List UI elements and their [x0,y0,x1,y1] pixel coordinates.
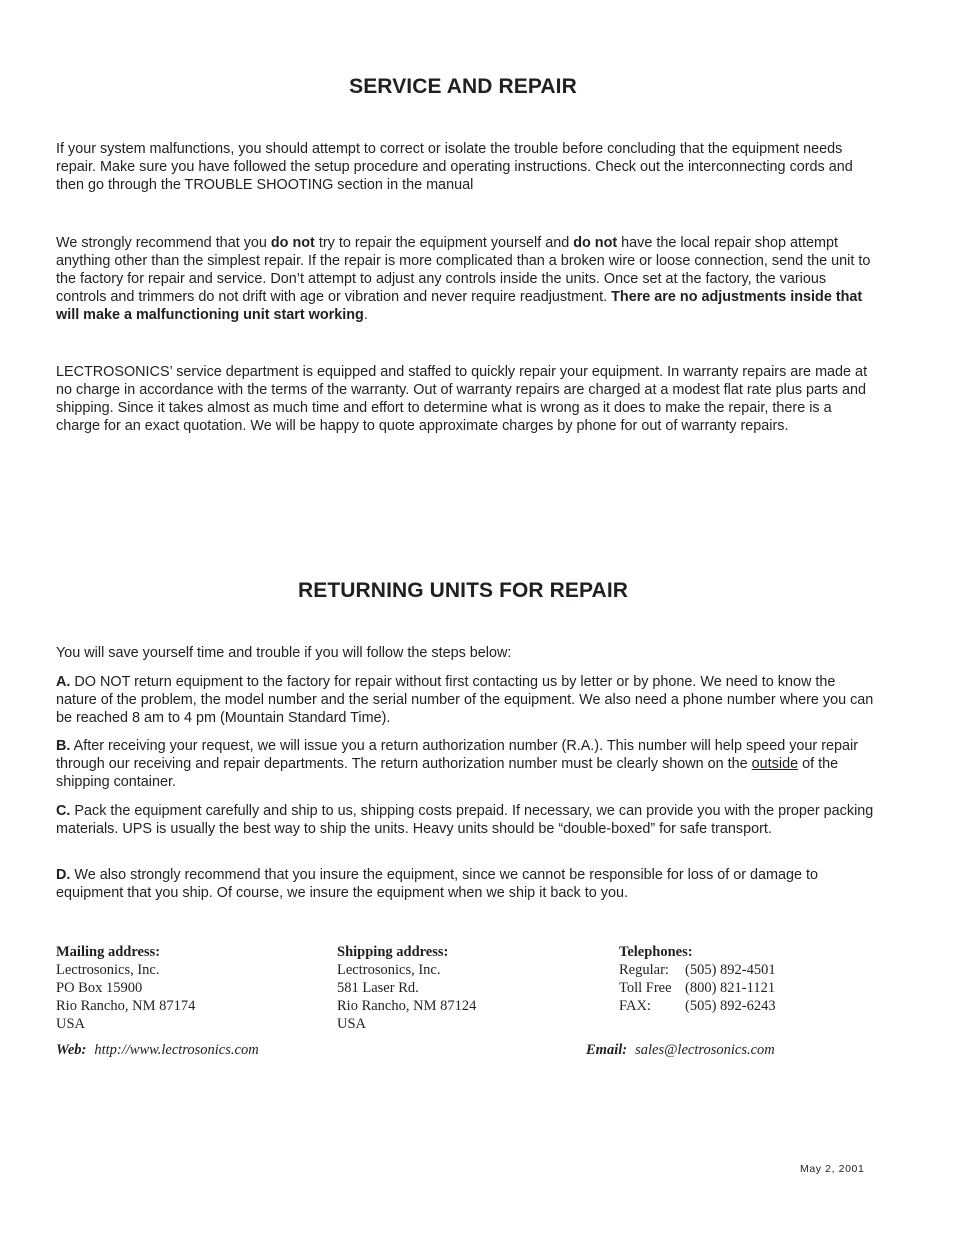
shipping-address-heading: Shipping address: [337,944,449,960]
phone-label: Toll Free [619,980,672,996]
text-run: have the local repair shop attempt anything other than the simplest repair. If the repair is more complicated than a broken wire or loose connection, send the unit to the factory for repair and service. Don’t attempt to adjust any controls inside the units. Once set at the factory, the various controls and trimmers do not drift with age or vibration and never require readjustment. [56,235,871,305]
address-line: USA [56,1016,86,1032]
step-text: of the shipping container. [56,755,839,790]
phone-label: Regular: [619,962,669,978]
text-run: . [363,306,368,323]
web-label: Web: [56,1042,87,1058]
telephones-heading: Telephones: [619,944,693,960]
section-title-service: SERVICE AND REPAIR [349,75,577,98]
bold-text: do not [573,235,618,251]
mailing-address [56,943,195,1033]
footer-date: May 2, 2001 [800,1163,865,1175]
step-d [56,867,874,903]
address-line: Lectrosonics, Inc. [56,962,160,978]
step-text: We also strongly recommend that you insure the equipment, since we cannot be responsible for loss of or damage to equipment that you ship. Of course, we insure the equipment when we ship it back to you. [56,867,819,901]
step-letter: D. [56,867,71,883]
web-line [56,1042,259,1059]
text-run: try to repair the equipment yourself and [314,235,574,251]
mailing-address-heading: Mailing address: [56,944,161,960]
telephones [619,943,776,1015]
email-label: Email: [586,1042,628,1058]
step-c [56,803,874,839]
step-letter: A. [56,674,71,690]
email-address[interactable]: sales@lectrosonics.com [635,1042,775,1058]
step-letter: C. [56,803,71,819]
address-line: 581 Laser Rd. [337,980,419,996]
address-line: Rio Rancho, NM 87124 [337,998,477,1014]
service-paragraph-2 [56,235,874,325]
phone-number: (505) 892-6243 [685,998,776,1014]
phone-number: (505) 892-4501 [685,962,776,978]
phone-row-fax [619,997,776,1015]
phone-row-regular [619,961,776,979]
address-line: Lectrosonics, Inc. [337,962,441,978]
shipping-address [337,943,476,1033]
address-line: PO Box 15900 [56,980,143,996]
email-line [586,1042,775,1059]
address-line: USA [337,1016,367,1032]
step-letter: B. [56,738,71,754]
service-paragraph-3: LECTROSONICS’ service department is equipped and staffed to quickly repair your equipment. In warranty repairs are made at no charge in accordance with the terms of the warranty. Out of warranty repairs are charged at a modest flat rate plus parts and shipping. Since it takes almost as much time and effort to determine what is wrong as it does to make the repair, there is a charge for an exact quotation. We will be happy to quote approximate charges by phone for out of warranty repairs. [56,364,868,434]
service-paragraph-1: If your system malfunctions, you should attempt to correct or isolate the trouble before concluding that the equipment needs repair. Make sure you have followed the setup procedure and operating instructions. Check out the interconnecting cords and then go through the TROUBLE SHOOTING section in the manual [56,141,853,193]
phone-label: FAX: [619,998,651,1014]
bold-text: There are no adjustments inside that will make a malfunctioning unit start working [56,288,863,323]
section-title-returning: RETURNING UNITS FOR REPAIR [297,579,629,602]
step-text: DO NOT return equipment to the factory for repair without first contacting us by letter or by phone. We need to know the nature of the problem, the model number and the serial number of the equipment. We also need a phone number where you can be reached 8 am to 4 pm (Mountain Standard Time). [56,674,874,726]
address-line: Rio Rancho, NM 87174 [56,998,196,1014]
step-text: Pack the equipment carefully and ship to us, shipping costs prepaid. If necessary, we can provide you with the proper packing materials. UPS is usually the best way to ship the units. Heavy units should be “double-boxed” for safe transport. [56,803,874,837]
web-url[interactable]: http://www.lectrosonics.com [94,1042,259,1058]
phone-row-toll-free [619,979,776,997]
step-text: After receiving your request, we will issue you a return authorization number (R.A.). This number will help speed your repair through our receiving and repair departments. The return authorization number must be clearly shown on the [56,738,858,772]
text-run: We strongly recommend that you [56,235,271,251]
bold-text: do not [270,235,315,251]
returning-intro: You will save yourself time and trouble if you will follow the steps below: [56,645,512,661]
underlined-text: outside [751,755,799,772]
step-a [56,674,874,728]
step-b [56,738,874,792]
phone-number: (800) 821-1121 [685,980,776,996]
